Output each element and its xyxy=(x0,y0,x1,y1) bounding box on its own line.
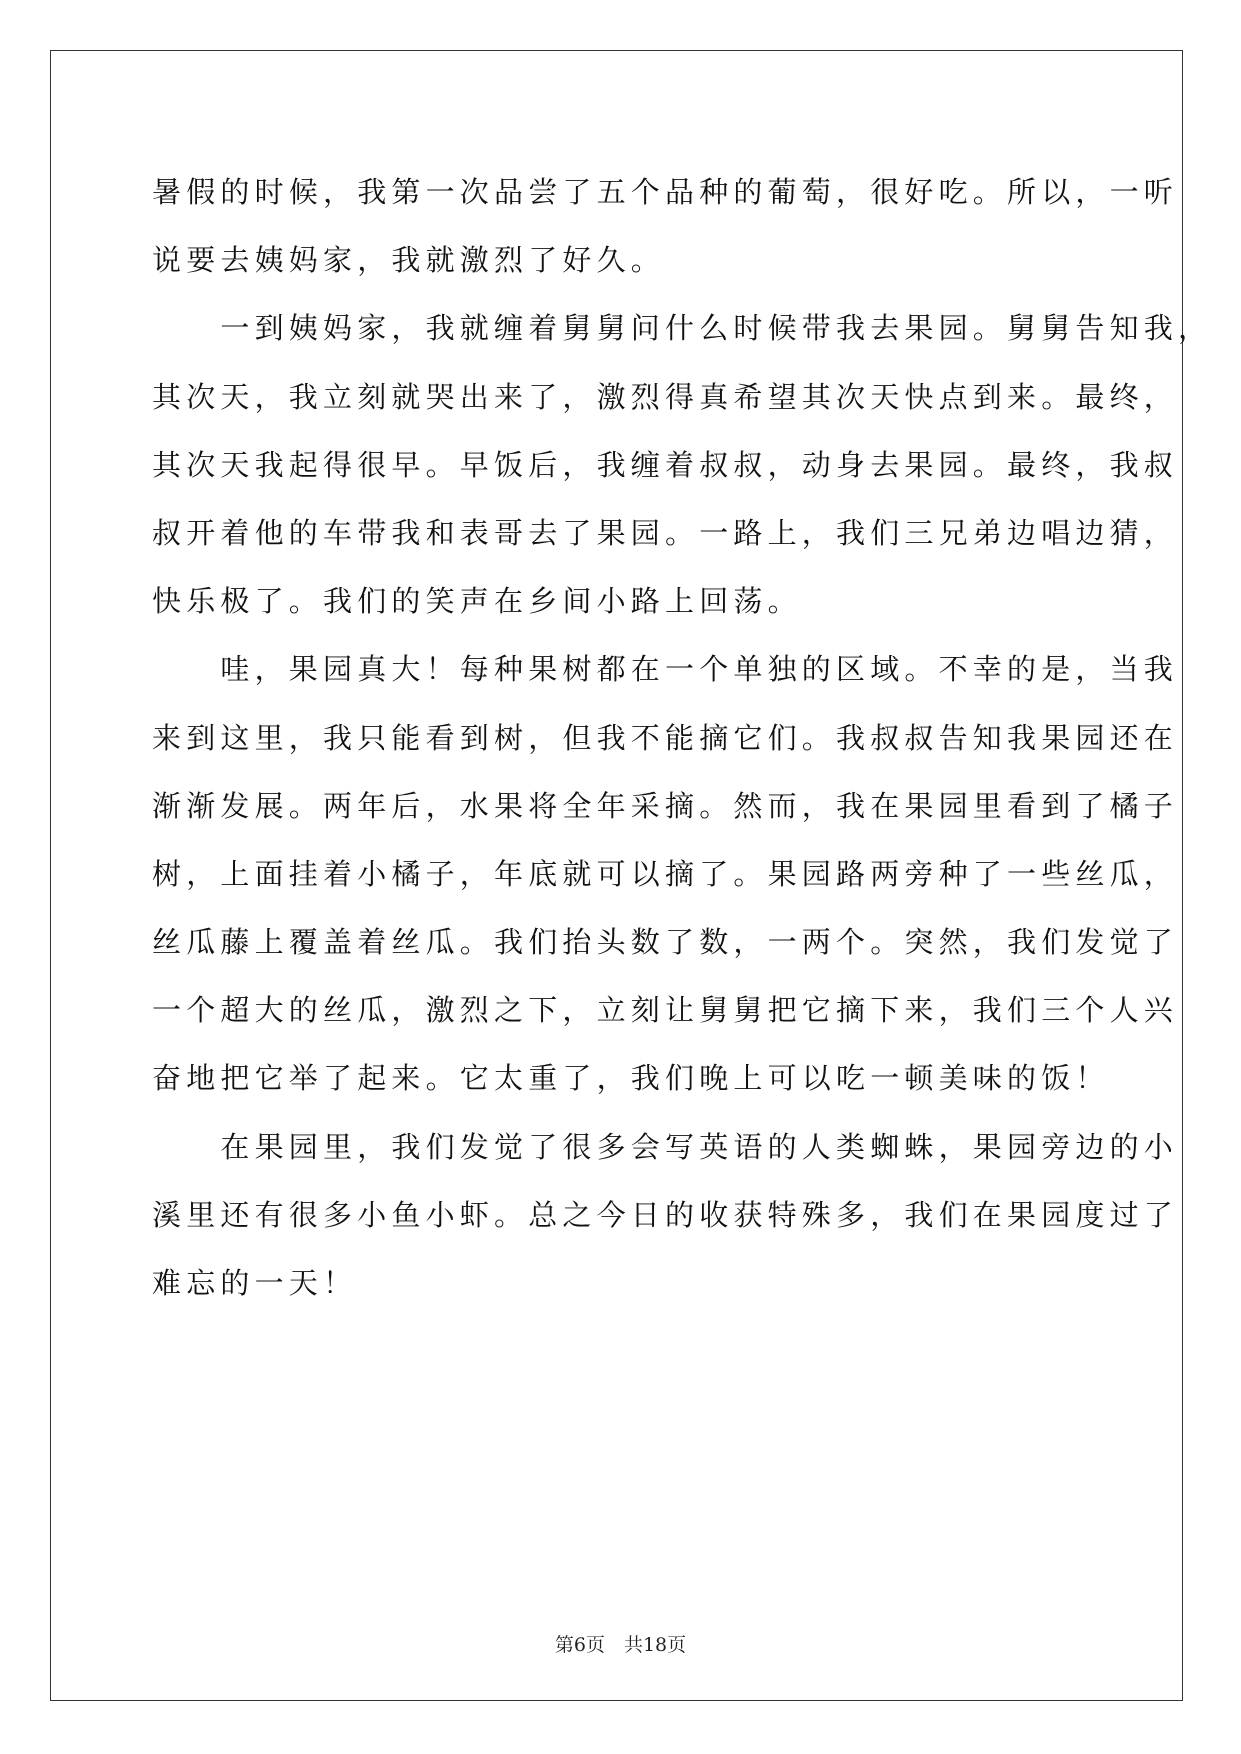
document-body xyxy=(152,158,1213,1317)
text-line: 其次天，我立刻就哭出来了，激烈得真希望其次天快点到来。最终， xyxy=(152,379,1179,414)
text-line: 奋地把它举了起来。它太重了，我们晚上可以吃一顿美味的饭！ xyxy=(152,1061,1110,1096)
text-line: 渐渐发展。两年后，水果将全年采摘。然而，我在果园里看到了橘子 xyxy=(152,788,1179,823)
text-line: 快乐极了。我们的笑声在乡间小路上回荡。 xyxy=(152,584,802,619)
text-line: 说要去姨妈家，我就激烈了好久。 xyxy=(152,243,666,278)
text-line: 树，上面挂着小橘子，年底就可以摘了。果园路两旁种了一些丝瓜， xyxy=(152,856,1179,891)
text-line: 一到姨妈家，我就缠着舅舅问什么时候带我去果园。舅舅告知我， xyxy=(152,311,1213,346)
text-line: 丝瓜藤上覆盖着丝瓜。我们抬头数了数，一两个。突然，我们发觉了 xyxy=(152,925,1179,960)
text-line: 溪里还有很多小鱼小虾。总之今日的收获特殊多，我们在果园度过了 xyxy=(152,1197,1179,1232)
text-line: 叔开着他的车带我和表哥去了果园。一路上，我们三兄弟边唱边猜， xyxy=(152,515,1179,550)
text-line: 在果园里，我们发觉了很多会写英语的人类蜘蛛，果园旁边的小 xyxy=(152,1129,1179,1164)
text-line: 来到这里，我只能看到树，但我不能摘它们。我叔叔告知我果园还在 xyxy=(152,720,1179,755)
text-line: 其次天我起得很早。早饭后，我缠着叔叔，动身去果园。最终，我叔 xyxy=(152,447,1179,482)
text-line: 暑假的时候，我第一次品尝了五个品种的葡萄，很好吃。所以，一听 xyxy=(152,175,1179,209)
page-number-footer: 第6页 共18页 xyxy=(554,1634,687,1656)
text-line: 一个超大的丝瓜，激烈之下，立刻让舅舅把它摘下来，我们三个人兴 xyxy=(152,993,1179,1028)
text-line: 难忘的一天！ xyxy=(152,1266,358,1300)
text-line: 哇，果园真大！每种果树都在一个单独的区域。不幸的是，当我 xyxy=(152,652,1179,687)
